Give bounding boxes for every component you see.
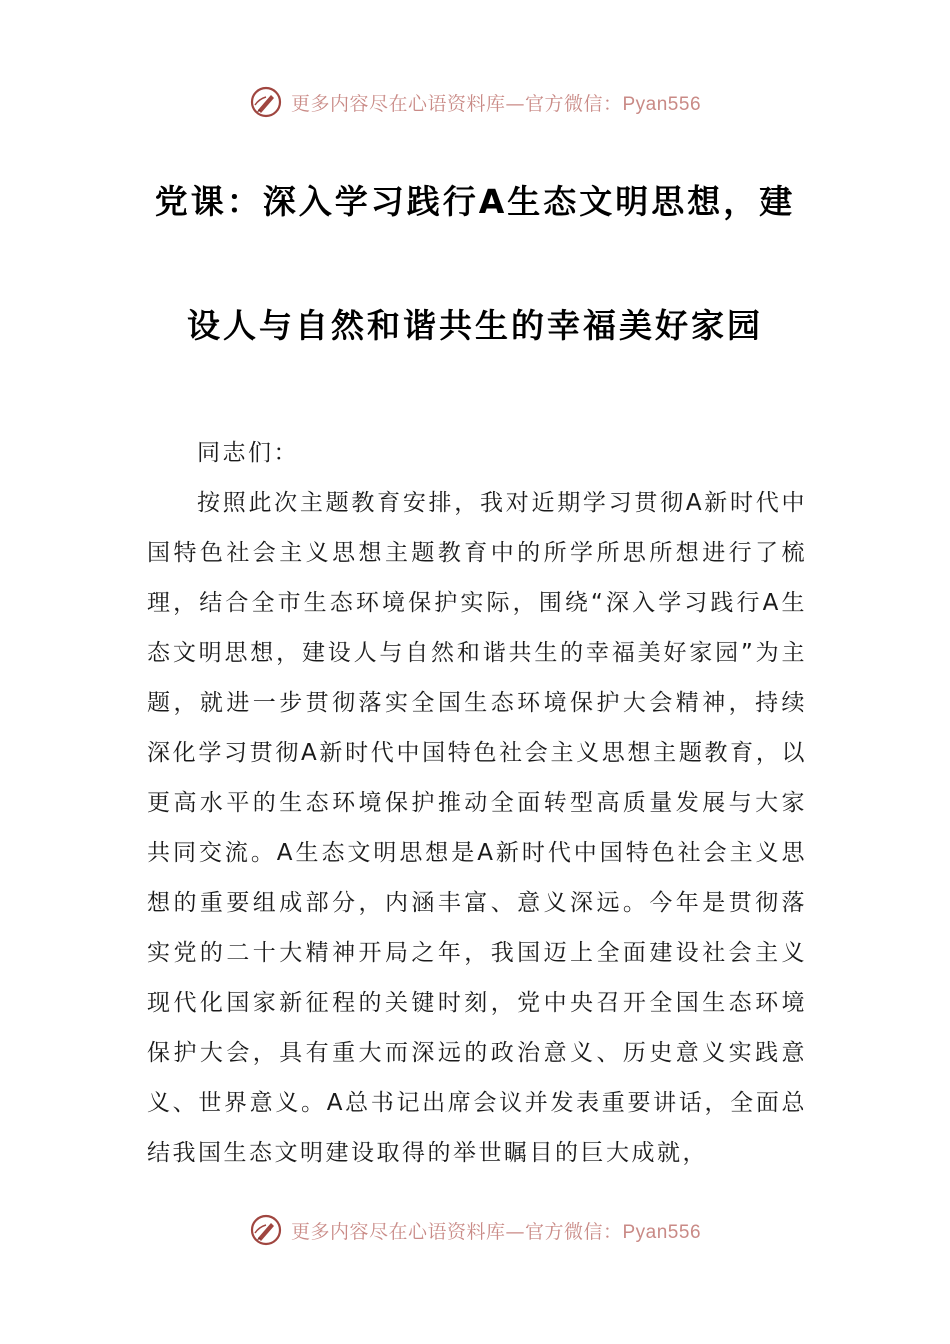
document-body [147, 428, 807, 1178]
pen-logo-icon [249, 1213, 283, 1247]
salutation: 同志们： [197, 440, 299, 466]
banner-text: 更多内容尽在心语资料库—官方微信：Pyan556 [290, 1220, 702, 1243]
banner-text: 更多内容尽在心语资料库—官方微信：Pyan556 [290, 92, 702, 115]
wechat-id: Pyan556 [622, 1221, 702, 1243]
footer-banner [0, 1210, 950, 1250]
document-title-line-2: 设人与自然和谐共生的幸福美好家园 [187, 306, 763, 345]
body-paragraph: 按照此次主题教育安排，我对近期学习贯彻A新时代中国特色社会主义思想主题教育中的所学所思所想进行了梳理，结合全市生态环境保护实际，围绕“深入学习践行A生态文明思想，建设人与自然和谐共生的幸福美好家园”为主题，就进一步贯彻落实全国生态环境保护大会精神，持续深化学习贯彻A新时代中国特色社会主义思想主题教育，以更高水平的生态环境保护推动全面转型高质量发展与大家共同交流。A生态文明思想是A新时代中国特色社会主义思想的重要组成部分，内涵丰富、意义深远。今年是贯彻落实党的二十大精神开局之年，我国迈上全面建设社会主义现代化国家新征程的关键时刻，党中央召开全国生态环境保护大会，具有重大而深远的政治意义、历史意义实践意义、世界意义。A总书记出席会议并发表重要讲话，全面总结我国生态文明建设取得的举世瞩目的巨大成就， [147, 490, 807, 1166]
header-banner [0, 82, 950, 122]
pen-logo-icon [249, 85, 283, 119]
wechat-id: Pyan556 [622, 93, 702, 115]
document-title-line-1: 党课：深入学习践行A生态文明思想，建 [154, 182, 796, 221]
